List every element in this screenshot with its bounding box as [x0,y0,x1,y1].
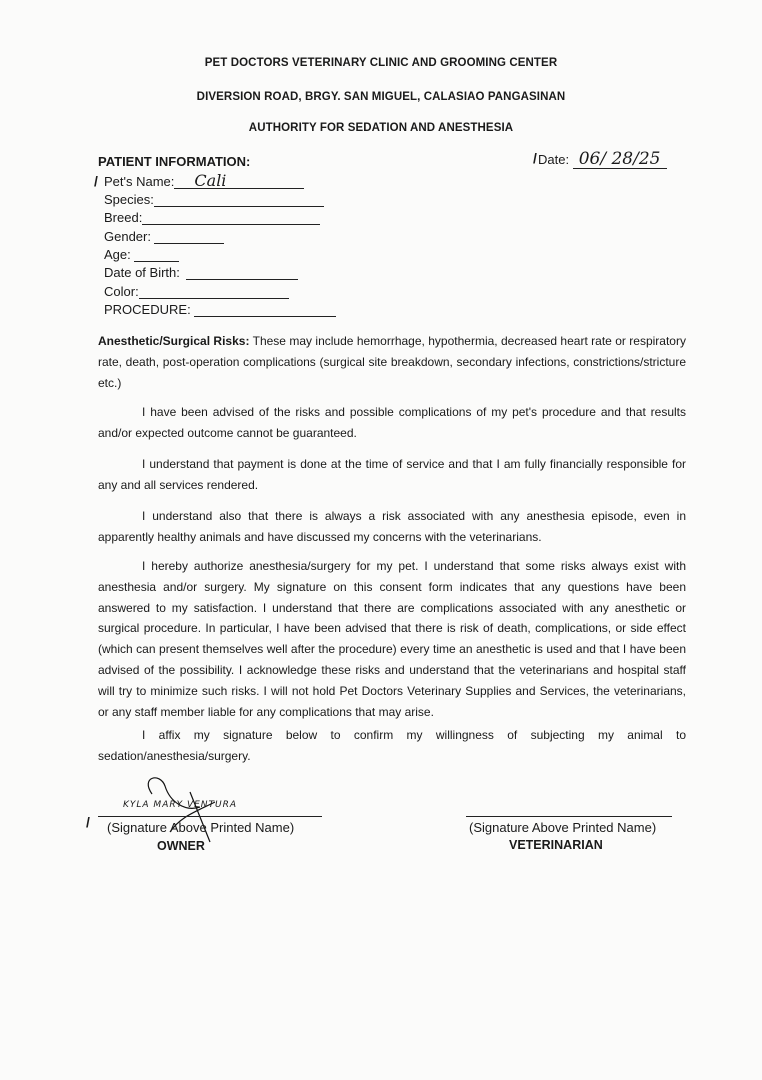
risks-label: Anesthetic/Surgical Risks: [98,334,250,348]
breed-value [142,210,320,225]
vet-role: VETERINARIAN [509,838,603,852]
paragraph-affix-text: I affix my signature below to confirm my willingness of subjecting my animal to sedation/anesthesia/surgery. [98,728,686,763]
species-label: Species: [104,192,154,207]
dob-value [186,265,298,280]
risks-text: These may include hemorrhage, hypothermia, decreased heart rate or respiratory rate, death, post-operation complications (surgical site breakdown, secondary infections, constrictions/stricture etc.) [98,334,686,390]
paragraph-payment-text: I understand that payment is done at the time of service and that I am fully financially responsible for any and all services rendered. [98,457,686,492]
date-field[interactable] [538,150,667,169]
age-field[interactable] [104,247,179,265]
vet-signature-line[interactable] [466,815,672,817]
gender-value [154,229,224,244]
owner-signature-line[interactable] [98,815,322,817]
tick-mark-icon: / [86,814,90,830]
pet-name-label: Pet's Name: [104,174,175,189]
pet-name-field[interactable] [104,171,304,192]
clinic-address: DIVERSION ROAD, BRGY. SAN MIGUEL, CALASIAO PANGASINAN [196,91,566,103]
breed-label: Breed: [104,210,143,225]
procedure-value [194,302,336,317]
form-title: AUTHORITY FOR SEDATION AND ANESTHESIA [248,122,514,134]
species-field[interactable] [104,192,324,210]
color-value [139,284,289,299]
risks-paragraph [98,331,686,393]
patient-info-title: PATIENT INFORMATION: [98,154,251,169]
pet-name-value: Cali [174,174,304,189]
dob-label: Date of Birth: [104,265,180,280]
paragraph-advised-text: I have been advised of the risks and possible complications of my pet's procedure and that results and/or expected outcome cannot be guaranteed. [98,405,686,440]
breed-field[interactable] [104,210,320,228]
tick-mark-icon: / [94,173,98,189]
procedure-label: PROCEDURE: [104,302,191,317]
paragraph-risk [98,506,686,548]
paragraph-advised [98,402,686,444]
gender-field[interactable] [104,229,224,247]
owner-printed-name: KYLA MARY VENTURA [123,800,238,810]
paragraph-risk-text: I understand also that there is always a risk associated with any anesthesia episode, even in apparently healthy animals and have discussed my concerns with the veterinarians. [98,509,686,544]
species-value [154,192,324,207]
paragraph-payment [98,454,686,496]
color-field[interactable] [104,284,289,302]
age-label: Age: [104,247,131,262]
paragraph-authorize-text: I hereby authorize anesthesia/surgery for my pet. I understand that some risks always exist with anesthesia and/or surgery. My signature on this consent form indicates that any questions have been answered to my satisfaction. I understand that there are complications associated with any anesthetic or surgical procedure. In particular, I have been advised that there is risk of death, complications, or side effect (which can present themselves well after the procedure) every time an anesthetic is used and that I have been advised of the possibility. I acknowledge these risks and understand that the veterinarians and hospital staff will try to minimize such risks. I will not hold Pet Doctors Veterinary Supplies and Services, the veterinarians, or any staff member liable for any complications that may arise. [98,559,686,719]
date-value: 06/ 28/25 [573,150,667,169]
tick-mark-icon: / [533,150,537,166]
procedure-field[interactable] [104,302,336,320]
owner-role: OWNER [157,839,205,853]
gender-label: Gender: [104,229,151,244]
color-label: Color: [104,284,139,299]
dob-field[interactable] [104,265,298,283]
clinic-name: PET DOCTORS VETERINARY CLINIC AND GROOMING CENTER [204,57,558,69]
age-value [134,247,179,262]
owner-signature-caption: (Signature Above Printed Name) [107,820,295,835]
vet-signature-caption: (Signature Above Printed Name) [469,820,657,835]
paragraph-affix [98,725,686,767]
paragraph-authorize [98,556,686,722]
date-label: Date: [538,152,570,167]
